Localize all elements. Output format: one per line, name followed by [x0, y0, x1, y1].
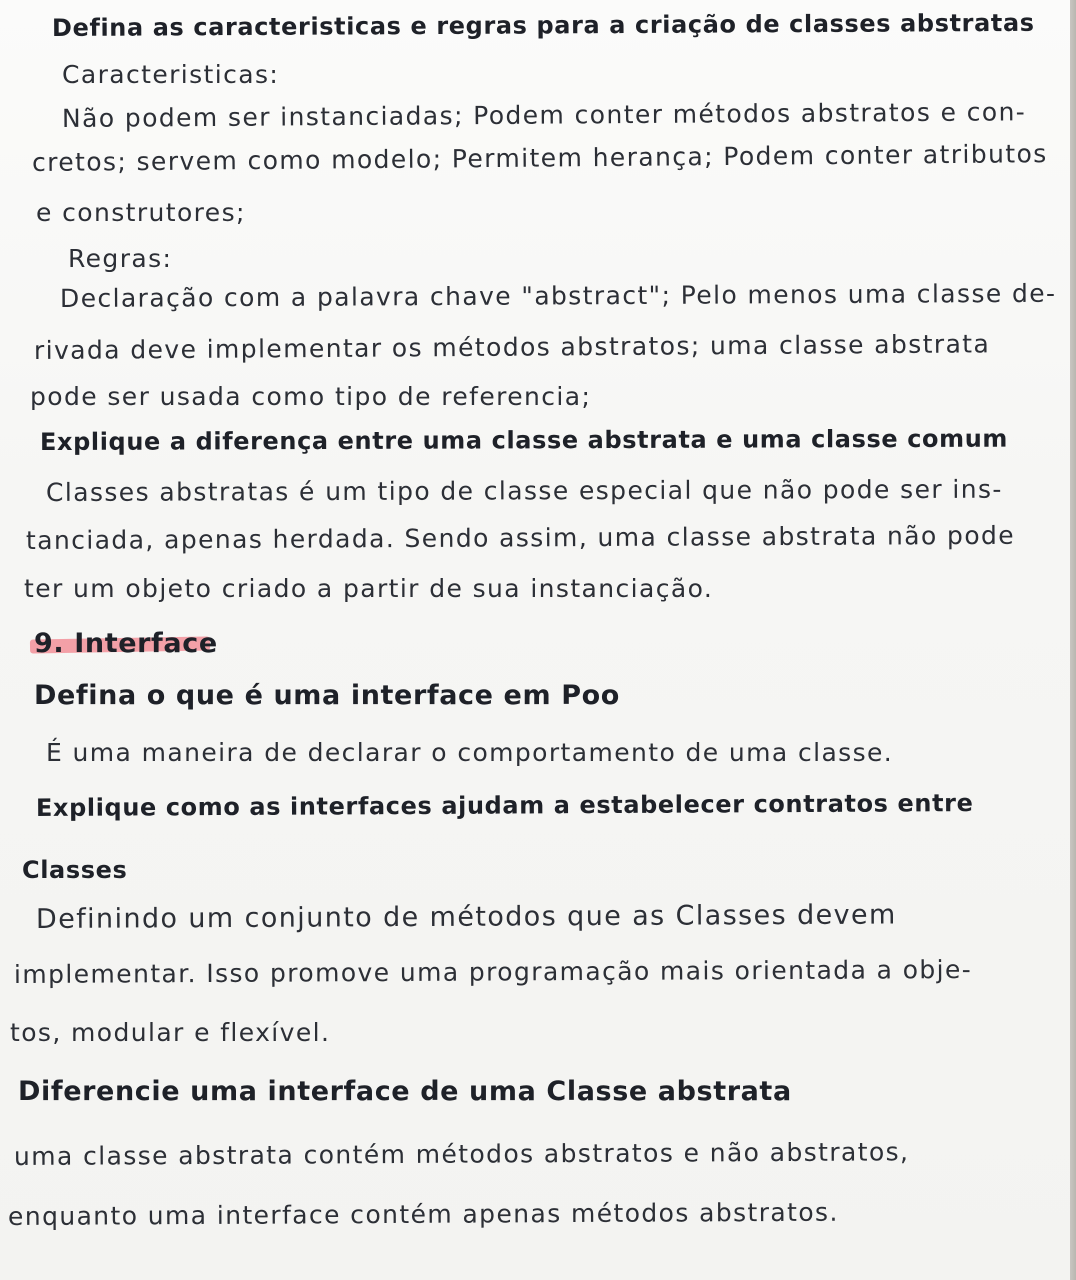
answer-line: enquanto uma interface contém apenas métodos abstratos. — [7, 1197, 839, 1231]
question-heading-1: Defina as caracteristicas e regras para a criação de classes abstratas — [51, 8, 1035, 42]
answer-line: ter um objeto criado a partir de sua instanciação. — [24, 574, 714, 603]
answer-line: Não podem ser instanciadas; Podem conter métodos abstratos e con- — [61, 97, 1027, 133]
answer-line: rivada deve implementar os métodos abstratos; uma classe abstrata — [33, 329, 991, 365]
answer-line: Definindo um conjunto de métodos que as Classes devem — [35, 899, 897, 935]
answer-line: pode ser usada como tipo de referencia; — [30, 382, 592, 411]
answer-label-caracteristicas: Caracteristicas: — [62, 60, 280, 89]
answer-line: tanciada, apenas herdada. Sendo assim, uma classe abstrata não pode — [25, 520, 1016, 555]
answer-line: tos, modular e flexível. — [10, 1018, 331, 1047]
page-edge-shadow — [1070, 0, 1076, 1280]
answer-line: e construtores; — [36, 198, 246, 227]
section-title-interface: 9. Interface — [34, 628, 218, 659]
answer-line: Classes abstratas é um tipo de classe especial que não pode ser ins- — [45, 474, 1003, 507]
question-heading-4-cont: Classes — [22, 856, 128, 884]
answer-line: Declaração com a palavra chave "abstract"; Pelo menos uma classe de- — [59, 278, 1057, 313]
answer-line: É uma maneira de declarar o comportamento de uma classe. — [46, 738, 894, 767]
answer-line: uma classe abstrata contém métodos abstratos e não abstratos, — [13, 1137, 910, 1171]
question-heading-2: Explique a diferença entre uma classe abstrata e uma classe comum — [39, 424, 1009, 456]
question-heading-5: Diferencie uma interface de uma Classe abstrata — [18, 1076, 792, 1107]
question-heading-3: Defina o que é uma interface em Poo — [34, 680, 620, 711]
question-heading-4: Explique como as interfaces ajudam a estabelecer contratos entre — [35, 789, 974, 822]
answer-line: implementar. Isso promove uma programação mais orientada a obje- — [13, 954, 973, 989]
answer-label-regras: Regras: — [68, 244, 173, 273]
answer-line: cretos; servem como modelo; Permitem herança; Podem conter atributos — [31, 139, 1048, 177]
